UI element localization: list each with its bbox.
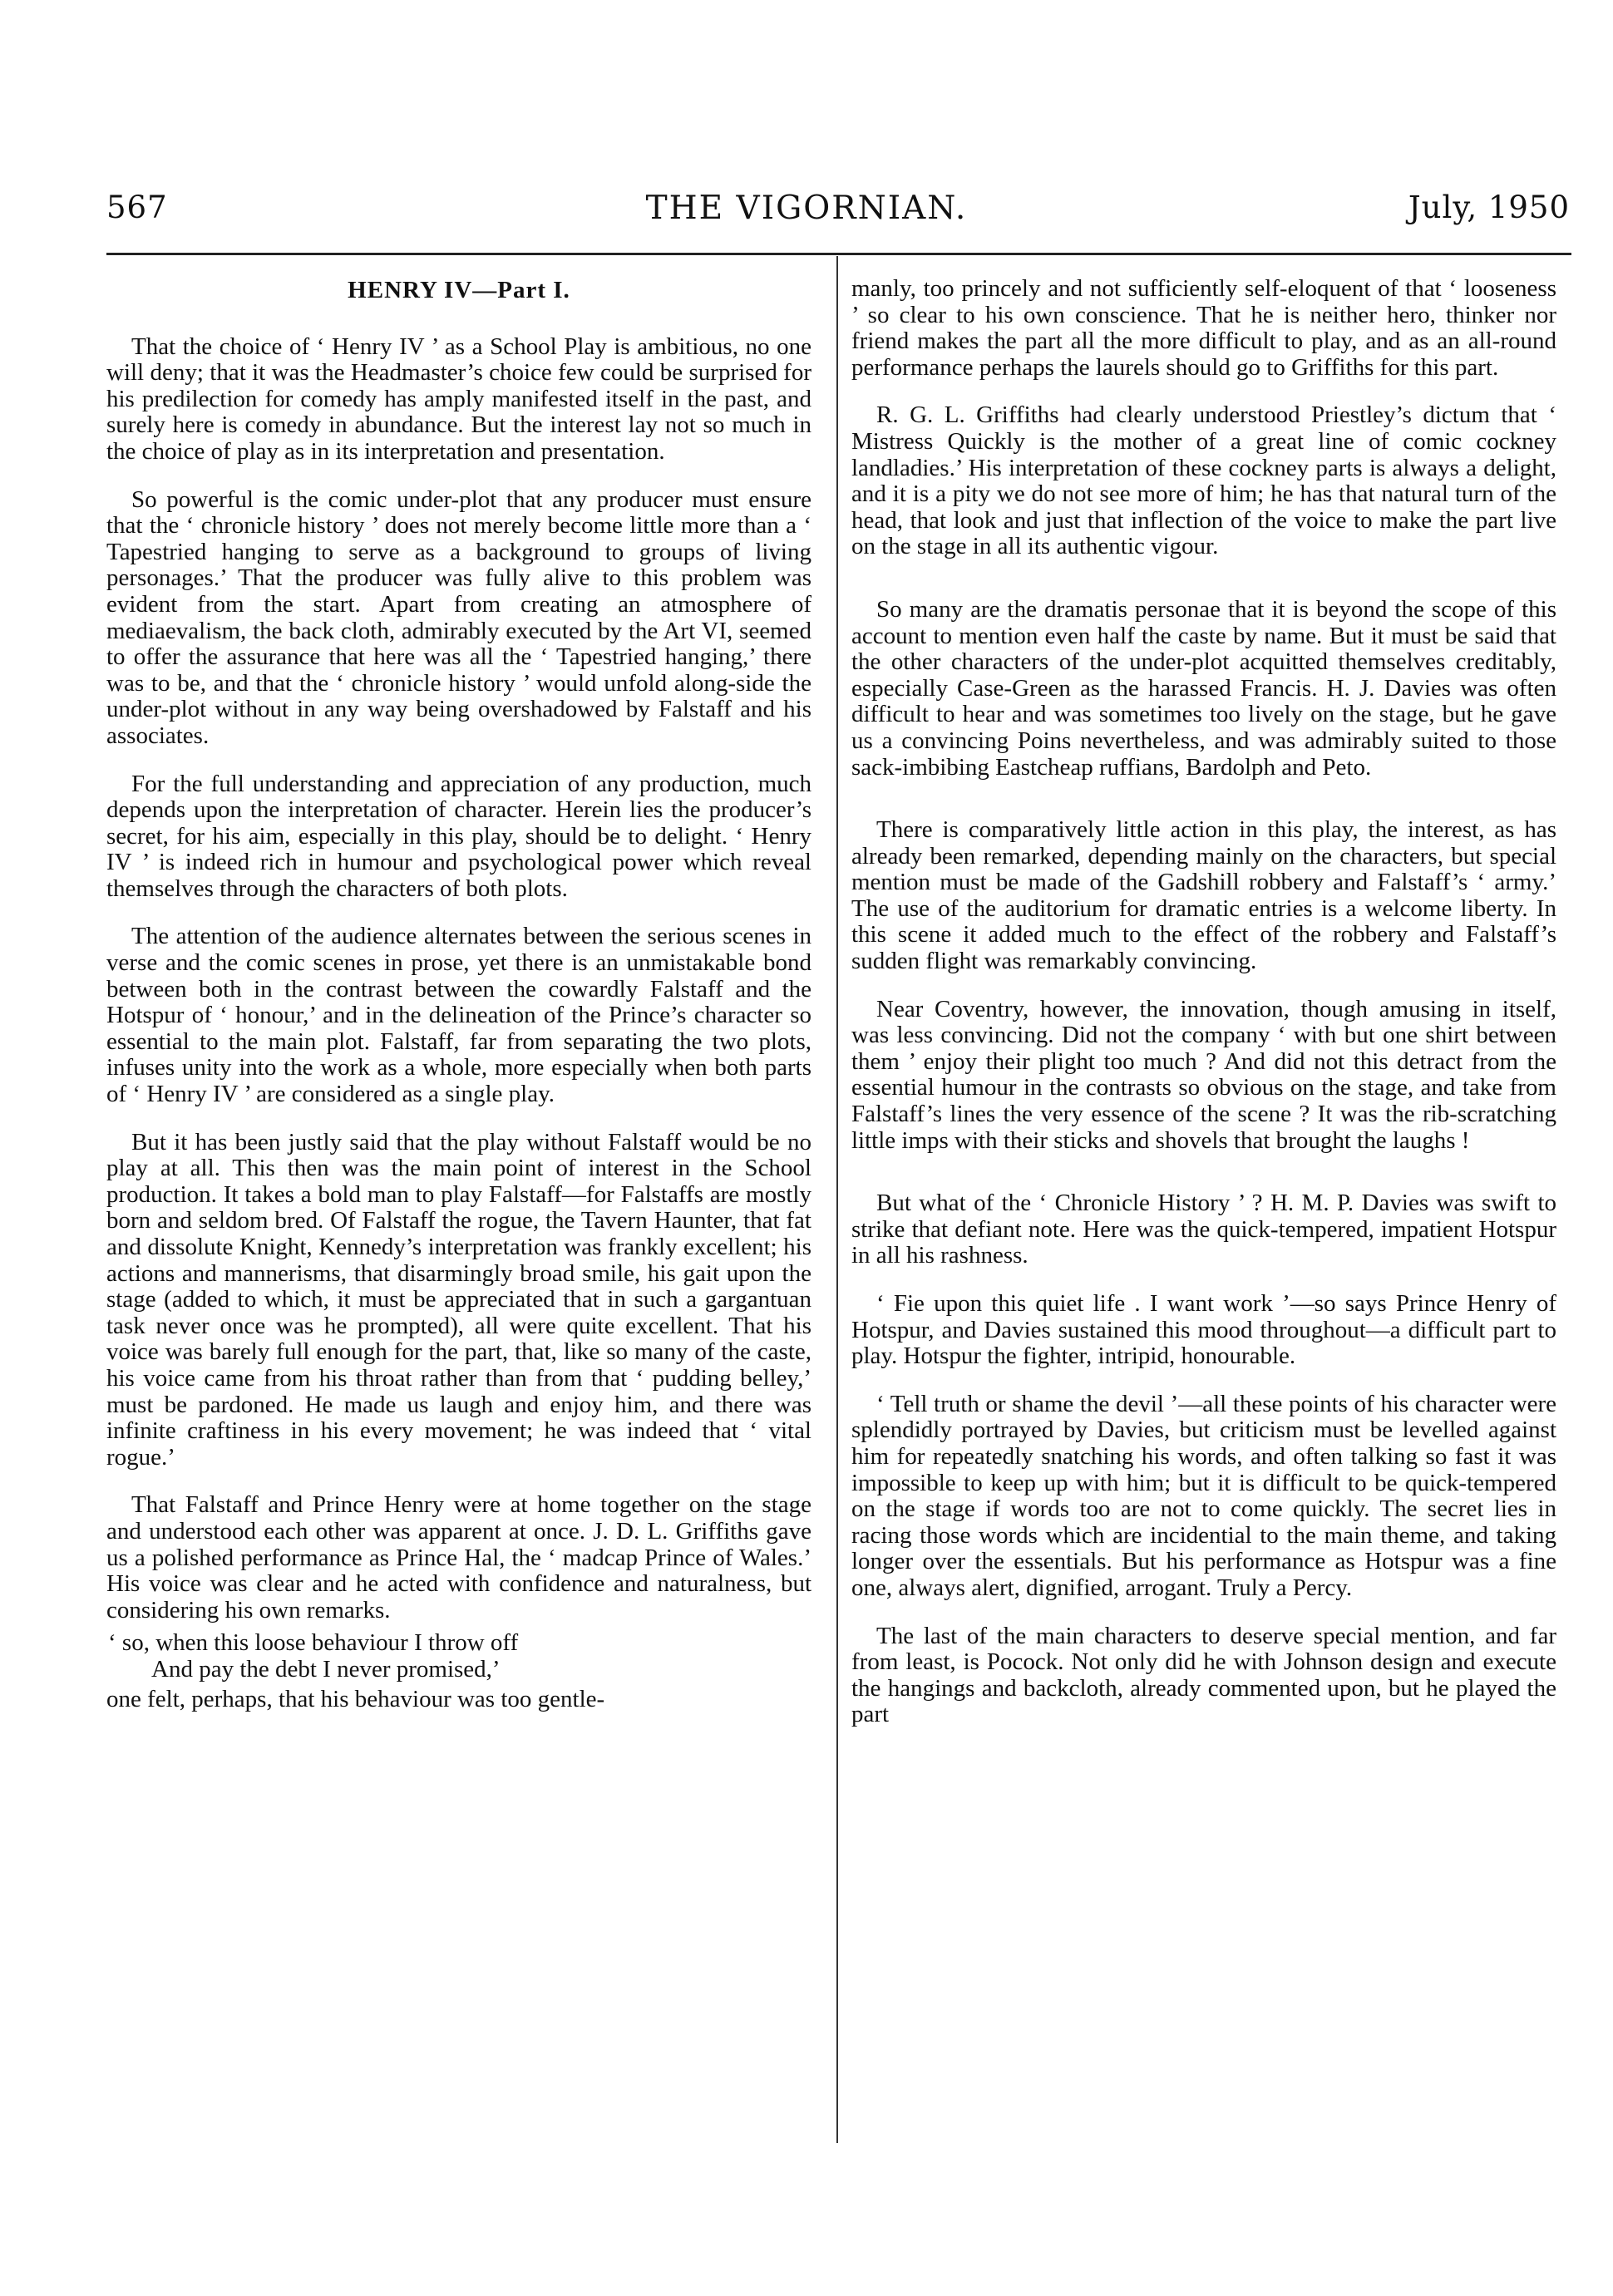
paragraph: So many are the dramatis personae that it is beyond the scope of this account to mention even half the caste by name. But it must be said that the other characters of the under-plot acquitted themselves creditably, especially Case-Green as the harassed Francis. H. J. Davies was often difficult to hear and was sometimes too lively on the stage, but he gave us a convincing Poins nevertheless, and was admirably suited to those sack-imbibing Eastcheap ruffians, Bardolph and Peto. xyxy=(851,595,1556,781)
article-title: HENRY IV—Part I. xyxy=(348,277,570,303)
right-column xyxy=(851,276,1556,2146)
publication-title: THE VIGORNIAN. xyxy=(645,190,968,227)
page-number: 567 xyxy=(106,190,168,225)
paragraph: For the full understanding and appreciation of any production, much depends upon the interpretation of character. Herein lies the producer’s secret, for his aim, especially in this play, should be to delight. ‘ Henry IV ’ is indeed rich in humour and psychological power which reveal themselves through the characters of both plots. xyxy=(106,770,811,902)
column-divider xyxy=(836,256,838,2143)
paragraph: R. G. L. Griffiths had clearly understood Priestley’s dictum that ‘ Mistress Quickly is the mother of a great line of comic cockney landladies.’ His interpretation of these cockney parts is always a delight, and it is a pity we do not see more of him; he has that natural turn of the head, that look and just that inflection of the voice to make the part live on the stage in all its authentic vigour. xyxy=(851,402,1556,560)
paragraph: That the choice of ‘ Henry IV ’ as a School Play is ambitious, no one will deny; that it was the Headmaster’s choice few could be surprised for his predilection for comedy has amply manifested itself in the past, and surely here is comedy in abundance. But the interest lay not so much in the choice of play as in its interpretation and presentation. xyxy=(106,333,811,465)
paragraph: That Falstaff and Prince Henry were at home together on the stage and understood each other was apparent at once. J. D. L. Griffiths gave us a polished performance as Prince Hal, the ‘ madcap Prince of Wales.’ His voice was clear and he acted with confidence and naturalness, but considering his own remarks. xyxy=(106,1491,811,1623)
paragraph: But it has been justly said that the play without Falstaff would be no play at all. This then was the main point of interest in the School production. It takes a bold man to play Falstaff—for Falstaffs are mostly born and seldom bred. Of Falstaff the rogue, the Tavern Haunter, that fat and dissolute Knight, Kennedy’s interpretation was frankly excellent; his actions and mannerisms, that disarmingly broad smile, his gait upon the stage (added to which, it must be appreciated that in such a gargantuan task never once was he prompted), all were quite excellent. That his voice was barely full enough for the part, that, like so many of the caste, his voice came from his throat rather than from that ‘ pudding belley,’ must be pardoned. He made us laugh and enjoy him, and there was infinite craftiness in his every movement; he was indeed that ‘ vital rogue.’ xyxy=(106,1128,811,1471)
paragraph: The last of the main characters to deserve special mention, and far from least, is Pocock. Not only did he with Johnson design and execute the hangings and backcloth, already commented upon, but he played the part xyxy=(851,1622,1556,1728)
paragraph: There is comparatively little action in this play, the interest, as has already been remarked, depending mainly on the characters, but special mention must be made of the Gadshill robbery and Falstaff’s ‘ army.’ The use of the auditorium for dramatic entries is a welcome liberty. In this scene it added much to the effect of the robbery and Falstaff’s sudden flight was remarkably convincing. xyxy=(851,816,1556,975)
header-rule xyxy=(106,253,1571,255)
paragraph: one felt, perhaps, that his behaviour was too gentle- xyxy=(106,1685,605,1712)
issue-date: July, 1950 xyxy=(1408,190,1570,225)
paragraph: ‘ Fie upon this quiet life . I want work ’—so says Prince Henry of Hotspur, and Davies sustained this mood throughout—a difficult part to play. Hotspur the fighter, intripid, honourable. xyxy=(851,1290,1556,1370)
page-header xyxy=(0,190,1613,239)
verse-quote xyxy=(106,1630,811,1683)
verse-line: And pay the debt I never promised,’ xyxy=(151,1655,501,1683)
paragraph: Near Coventry, however, the innovation, though amusing in itself, was less convincing. Did not the company ‘ with but one shirt between them ’ enjoy their plight too much ? And did not this detract from the essential humour in the contrasts so obvious on the stage, and take from Falstaff’s lines the very essence of the scene ? It was the rib-scratching little imps with their sticks and shovels that brought the laughs ! xyxy=(851,995,1556,1154)
paragraph: ‘ Tell truth or shame the devil ’—all these points of his character were splendidly portrayed by Davies, but criticism must be levelled against him for repeatedly snatching his words, and often talking so fast it was impossible to keep up with him; but it is difficult to be quick-tempered on the stage if words too are not to come quickly. The secret lies in racing those words which are incidential to the main theme, and taking longer over the essentials. But his performance as Hotspur was a fine one, always alert, dignified, arrogant. Truly a Percy. xyxy=(851,1390,1556,1601)
paragraph: But what of the ‘ Chronicle History ’ ? H. M. P. Davies was swift to strike that defiant note. Here was the quick-tempered, impatient Hotspur in all his rashness. xyxy=(851,1190,1556,1269)
paragraph: manly, too princely and not sufficiently self-eloquent of that ‘ looseness ’ so clear to his own conscience. That he is neither hero, thinker nor friend makes the part all the more difficult to play, and as an all-round performance perhaps the laurels should go to Griffiths for this part. xyxy=(851,276,1556,381)
verse-line: ‘ so, when this loose behaviour I throw off xyxy=(108,1629,519,1657)
left-column xyxy=(106,276,811,2146)
paragraph: The attention of the audience alternates between the serious scenes in verse and the comic scenes in prose, yet there is an unmistakable bond between both in the contrast between the cowardly Falstaff and the Hotspur of ‘ honour,’ and in the delineation of the Prince’s character so essential to the main plot. Falstaff, far from separating the two plots, infuses unity into the work as a whole, more especially when both parts of ‘ Henry IV ’ are considered as a single play. xyxy=(106,923,811,1108)
paragraph: So powerful is the comic under-plot that any producer must ensure that the ‘ chronicle history ’ does not merely become little more than a ‘ Tapestried hanging to serve as a background to groups of living personages.’ That the producer was fully alive to this problem was evident from the start. Apart from creating an atmosphere of mediaevalism, the back cloth, admirably executed by the Art VI, seemed to offer the assurance that here was all the ‘ Tapestried hanging,’ there was to be, and that the ‘ chronicle history ’ would unfold along-side the under-plot without in any way being overshadowed by Falstaff and his associates. xyxy=(106,485,811,749)
